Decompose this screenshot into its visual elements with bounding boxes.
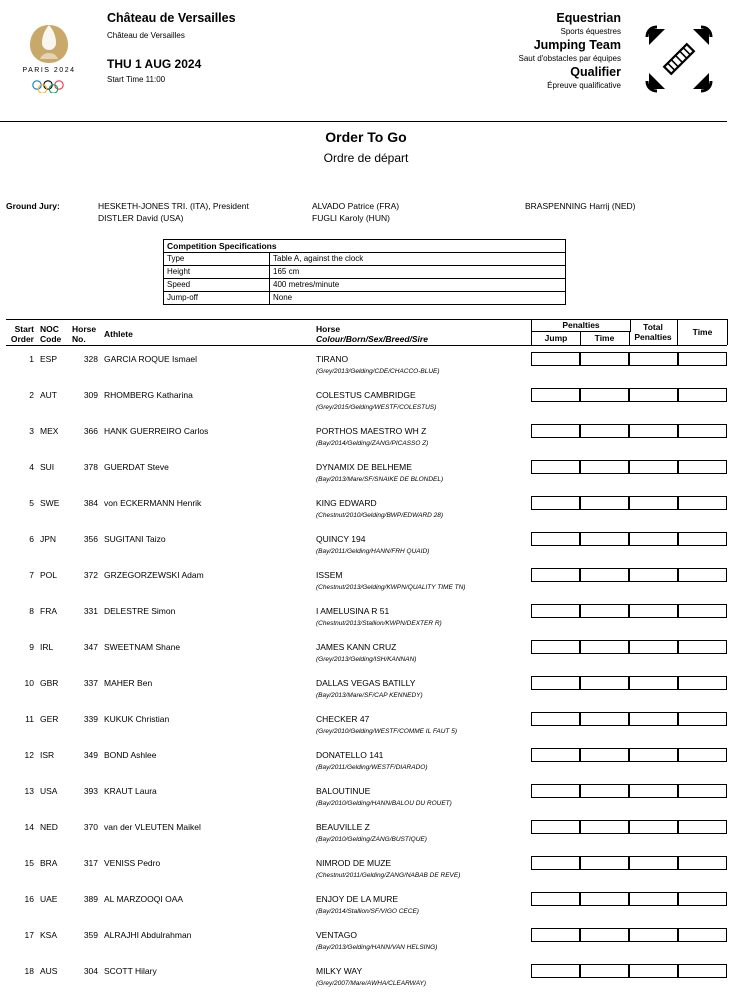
horse-name: PORTHOS MAESTRO WH Z <box>316 426 427 436</box>
total-penalties-box <box>629 568 678 582</box>
horse-name: ENJOY DE LA MURE <box>316 894 399 904</box>
time-penalties-box <box>580 676 629 690</box>
sport-name: Equestrian <box>556 11 621 25</box>
time-penalties-box <box>580 640 629 654</box>
time-box <box>678 748 727 762</box>
jump-penalties-box <box>531 748 580 762</box>
col-horse-label: Horse <box>316 324 341 334</box>
time-penalties-box <box>580 820 629 834</box>
penalties-header <box>531 319 727 345</box>
horse-name: BEAUVILLE Z <box>316 822 370 832</box>
jump-penalties-box <box>531 676 580 690</box>
horse-number: 384 <box>83 498 98 508</box>
event-name: Jumping Team <box>533 38 621 52</box>
equestrian-jumping-icon <box>643 23 715 95</box>
athlete-name: KUKUK Christian <box>104 714 170 724</box>
horse-details: (Chestnut/2010/Gelding/BWP/EDWARD 28) <box>316 512 444 519</box>
athlete-name: RHOMBERG Katharina <box>104 390 193 400</box>
horse-number: 356 <box>83 534 98 544</box>
athlete-name: HANK GUERREIRO Carlos <box>104 426 209 436</box>
time-box <box>678 388 727 402</box>
horse-details: (Bay/2013/Mare/SF/CAP KENNEDY) <box>316 692 423 699</box>
col-code-label: Code <box>40 334 62 344</box>
jump-penalties-box <box>531 388 580 402</box>
horse-number: 393 <box>83 786 98 796</box>
athlete-name: SUGITANI Taizo <box>104 534 166 544</box>
spec-header: Competition Specifications <box>164 240 566 253</box>
phase-name-fr: Épreuve qualificative <box>547 81 621 90</box>
paris-2024-logo <box>18 23 80 93</box>
col-horse-no-label-2: No. <box>72 334 86 344</box>
start-time: Start Time 11:00 <box>107 75 166 84</box>
athlete-name: GUERDAT Steve <box>104 462 169 472</box>
spec-row <box>164 292 566 305</box>
noc-code: SWE <box>40 498 60 508</box>
logo-text: PARIS 2024 <box>22 67 76 74</box>
spec-value: None <box>270 292 566 305</box>
col-noc-label: NOC <box>40 324 59 334</box>
total-penalties-box <box>629 820 678 834</box>
noc-code: GBR <box>40 678 59 688</box>
horse-details: (Bay/2014/Stallion/SF/VIGO CECE) <box>316 908 419 915</box>
total-penalties-box <box>629 676 678 690</box>
noc-code: AUS <box>40 966 58 976</box>
time-penalties-box <box>580 424 629 438</box>
jump-penalties-box <box>531 928 580 942</box>
competition-specifications-table <box>163 239 566 305</box>
jump-penalties-box <box>531 820 580 834</box>
horse-number: 328 <box>83 354 98 364</box>
time-box <box>678 964 727 978</box>
jump-penalties-box <box>531 712 580 726</box>
noc-code: IRL <box>40 642 54 652</box>
start-order: 2 <box>29 390 34 400</box>
time-penalties-box <box>580 460 629 474</box>
noc-code: JPN <box>40 534 57 544</box>
start-order: 15 <box>24 858 34 868</box>
horse-number: 347 <box>83 642 98 652</box>
sport-name-fr: Sports équestres <box>560 27 621 36</box>
athlete-name: ALRAJHI Abdulrahman <box>104 930 192 940</box>
start-order: 5 <box>29 498 34 508</box>
spec-label: Height <box>164 266 270 279</box>
horse-name: DALLAS VEGAS BATILLY <box>316 678 416 688</box>
venue-subtitle: Château de Versailles <box>107 31 185 40</box>
table-row <box>0 354 732 390</box>
athlete-name: KRAUT Laura <box>104 786 157 796</box>
jump-penalties-box <box>531 604 580 618</box>
table-row <box>0 894 732 930</box>
horse-name: DONATELLO 141 <box>316 750 384 760</box>
horse-number: 372 <box>83 570 98 580</box>
total-penalties-box <box>629 856 678 870</box>
horse-name: KING EDWARD <box>316 498 377 508</box>
time-penalties-box <box>580 712 629 726</box>
total-penalties-box <box>629 424 678 438</box>
total-penalties-box <box>629 640 678 654</box>
time-penalties-box <box>580 352 629 366</box>
horse-name: BALOUTINUE <box>316 786 371 796</box>
horse-number: 370 <box>83 822 98 832</box>
table-row <box>0 966 732 1002</box>
jury-label: Ground Jury: <box>6 201 60 211</box>
noc-code: MEX <box>40 426 59 436</box>
time-penalties-box <box>580 892 629 906</box>
jump-penalties-box <box>531 532 580 546</box>
event-date: THU 1 AUG 2024 <box>107 57 202 71</box>
spec-label: Jump-off <box>164 292 270 305</box>
jump-penalties-box <box>531 784 580 798</box>
time-box <box>678 892 727 906</box>
jump-penalties-box <box>531 964 580 978</box>
noc-code: BRA <box>40 858 58 868</box>
jury-member: DISTLER David (USA) <box>98 213 184 223</box>
time-penalties-box <box>580 568 629 582</box>
jump-penalties-box <box>531 568 580 582</box>
start-order: 4 <box>29 462 34 472</box>
time-penalties-box <box>580 928 629 942</box>
table-header-rule <box>6 345 727 346</box>
athlete-name: von ECKERMANN Henrik <box>104 498 202 508</box>
col-horse-details-label: Colour/Born/Sex/Breed/Sire <box>316 334 428 344</box>
time-box <box>678 568 727 582</box>
col-noc-code <box>40 324 61 344</box>
table-row <box>0 426 732 462</box>
horse-number: 331 <box>83 606 98 616</box>
start-order: 17 <box>24 930 34 940</box>
table-row <box>0 570 732 606</box>
spec-value: 400 metres/minute <box>270 279 566 292</box>
jump-penalties-box <box>531 496 580 510</box>
noc-code: POL <box>40 570 58 580</box>
table-row <box>0 930 732 966</box>
time-box <box>678 784 727 798</box>
col-order-label: Order <box>10 334 34 344</box>
spec-label: Speed <box>164 279 270 292</box>
horse-number: 339 <box>83 714 98 724</box>
time-penalties-box <box>580 388 629 402</box>
horse-number: 304 <box>83 966 98 976</box>
time-box <box>678 460 727 474</box>
noc-code: ESP <box>40 354 58 364</box>
time-box <box>678 352 727 366</box>
noc-code: KSA <box>40 930 58 940</box>
total-penalties-box <box>629 784 678 798</box>
horse-details: (Grey/2007/Mare/AWHA/CLEARWAY) <box>316 980 427 987</box>
table-row <box>0 858 732 894</box>
col-time: Time <box>678 319 728 345</box>
time-box <box>678 640 727 654</box>
time-penalties-box <box>580 748 629 762</box>
time-penalties-box <box>580 604 629 618</box>
jury-member: FUGLI Karoly (HUN) <box>312 213 390 223</box>
total-penalties-box <box>629 964 678 978</box>
noc-code: NED <box>40 822 58 832</box>
spec-row <box>164 279 566 292</box>
start-order: 12 <box>24 750 34 760</box>
table-row <box>0 498 732 534</box>
horse-details: (Chestnut/2011/Gelding/ZANG/NABAB DE REVE) <box>316 872 461 879</box>
table-row <box>0 750 732 786</box>
horse-details: (Bay/2010/Gelding/HANN/BALOU DU ROUET) <box>316 800 452 807</box>
horse-details: (Bay/2011/Gelding/HANN/FRH QUAID) <box>316 548 430 555</box>
athlete-name: GARCIA ROQUE Ismael <box>104 354 198 364</box>
horse-name: QUINCY 194 <box>316 534 366 544</box>
start-order: 6 <box>29 534 34 544</box>
col-horse-no-label-1: Horse <box>72 324 97 334</box>
horse-name: VENTAGO <box>316 930 357 940</box>
table-row <box>0 606 732 642</box>
noc-code: UAE <box>40 894 58 904</box>
col-penalties: Penalties <box>531 319 631 332</box>
horse-name: JAMES KANN CRUZ <box>316 642 397 652</box>
horse-details: (Bay/2014/Gelding/ZANG/PICASSO Z) <box>316 440 429 447</box>
header-divider <box>0 121 727 122</box>
horse-details: (Grey/2013/Gelding/CDE/CHACCO-BLUE) <box>316 368 440 375</box>
col-athlete: Athlete <box>104 329 133 339</box>
page-subtitle: Ordre de départ <box>323 151 409 165</box>
total-penalties-box <box>629 748 678 762</box>
col-jump: Jump <box>531 332 581 345</box>
spec-row <box>164 266 566 279</box>
horse-details: (Bay/2013/Mare/SF/SNAIKE DE BLONDEL) <box>316 476 444 483</box>
noc-code: GER <box>40 714 59 724</box>
athlete-name: VENISS Pedro <box>104 858 161 868</box>
horse-name: TIRANO <box>316 354 349 364</box>
athlete-name: GRZEGORZEWSKI Adam <box>104 570 204 580</box>
time-penalties-box <box>580 532 629 546</box>
table-row <box>0 534 732 570</box>
horse-name: ISSEM <box>316 570 343 580</box>
col-horse <box>316 324 428 344</box>
athlete-name: MAHER Ben <box>104 678 153 688</box>
noc-code: SUI <box>40 462 55 472</box>
time-box <box>678 424 727 438</box>
horse-details: (Grey/2010/Gelding/WESTF/COMME IL FAUT 5) <box>316 728 457 735</box>
table-row <box>0 678 732 714</box>
start-order: 13 <box>24 786 34 796</box>
athlete-name: DELESTRE Simon <box>104 606 176 616</box>
horse-name: COLESTUS CAMBRIDGE <box>316 390 416 400</box>
horse-name: DYNAMIX DE BELHEME <box>316 462 412 472</box>
table-row <box>0 822 732 858</box>
header-right <box>519 11 621 92</box>
time-box <box>678 820 727 834</box>
time-box <box>678 532 727 546</box>
total-penalties-box <box>629 460 678 474</box>
athlete-name: BOND Ashlee <box>104 750 157 760</box>
time-box <box>678 604 727 618</box>
start-order: 11 <box>25 714 34 724</box>
event-name-fr: Saut d'obstacles par équipes <box>518 54 621 63</box>
spec-row <box>164 253 566 266</box>
total-penalties-box <box>629 352 678 366</box>
total-penalties-box <box>629 388 678 402</box>
horse-details: (Chestnut/2013/Gelding/KWPN/QUALITY TIME TN) <box>316 584 466 591</box>
table-row <box>0 390 732 426</box>
horse-details: (Grey/2015/Gelding/WESTF/COLESTUS) <box>316 404 437 411</box>
horse-number: 337 <box>83 678 98 688</box>
time-penalties-box <box>580 964 629 978</box>
header-left <box>107 11 236 84</box>
table-row <box>0 462 732 498</box>
start-order: 14 <box>24 822 34 832</box>
horse-details: (Bay/2010/Gelding/ZANG/BUSTIQUE) <box>316 836 427 843</box>
athlete-name: van der VLEUTEN Maikel <box>104 822 201 832</box>
start-order: 7 <box>29 570 34 580</box>
total-penalties-box <box>629 496 678 510</box>
venue-name: Château de Versailles <box>107 11 236 25</box>
total-penalties-box <box>629 892 678 906</box>
jump-penalties-box <box>531 640 580 654</box>
col-horse-no <box>72 324 96 344</box>
horse-details: (Bay/2011/Gelding/WESTF/DIARADO) <box>316 764 428 771</box>
total-penalties-box <box>629 604 678 618</box>
noc-code: FRA <box>40 606 57 616</box>
jury-member: BRASPENNING Harrij (NED) <box>525 201 636 211</box>
time-box <box>678 712 727 726</box>
horse-number: 309 <box>83 390 98 400</box>
col-total-label-2: Penalties <box>634 332 672 342</box>
start-order: 16 <box>24 894 34 904</box>
jump-penalties-box <box>531 892 580 906</box>
horse-number: 317 <box>83 858 98 868</box>
start-order: 3 <box>29 426 34 436</box>
athlete-name: AL MARZOOQI OAA <box>104 894 184 904</box>
start-order: 18 <box>24 966 34 976</box>
table-row <box>0 714 732 750</box>
noc-code: USA <box>40 786 58 796</box>
horse-name: MILKY WAY <box>316 966 363 976</box>
time-penalties-box <box>580 784 629 798</box>
athlete-name: SCOTT Hilary <box>104 966 157 976</box>
page-title: Order To Go <box>325 129 407 145</box>
col-start-order <box>6 324 34 344</box>
time-penalties-box <box>580 856 629 870</box>
horse-name: I AMELUSINA R 51 <box>316 606 390 616</box>
horse-name: NIMROD DE MUZE <box>316 858 392 868</box>
noc-code: AUT <box>40 390 57 400</box>
horse-number: 366 <box>83 426 98 436</box>
col-start-label: Start <box>14 324 34 334</box>
horse-details: (Bay/2013/Gelding/HANN/VAN HELSING) <box>316 944 438 951</box>
athlete-name: SWEETNAM Shane <box>104 642 181 652</box>
total-penalties-box <box>629 928 678 942</box>
horse-number: 378 <box>83 462 98 472</box>
start-order: 1 <box>29 354 34 364</box>
horse-details: (Grey/2013/Gelding/ISH/KANNAN) <box>316 656 417 663</box>
time-box <box>678 676 727 690</box>
phase-name: Qualifier <box>570 65 621 79</box>
total-penalties-box <box>629 532 678 546</box>
horse-number: 359 <box>83 930 98 940</box>
start-order: 10 <box>24 678 34 688</box>
jump-penalties-box <box>531 352 580 366</box>
jump-penalties-box <box>531 424 580 438</box>
time-box <box>678 496 727 510</box>
col-pen-time: Time <box>580 332 630 345</box>
time-box <box>678 928 727 942</box>
horse-details: (Chestnut/2013/Stallion/KWPN/DEXTER R) <box>316 620 442 627</box>
col-total-label-1: Total <box>643 322 663 332</box>
horse-number: 389 <box>83 894 98 904</box>
start-order: 8 <box>29 606 34 616</box>
jury-member: ALVADO Patrice (FRA) <box>312 201 400 211</box>
spec-value: 165 cm <box>270 266 566 279</box>
table-row <box>0 642 732 678</box>
start-order: 9 <box>29 642 34 652</box>
col-total-penalties <box>629 319 678 345</box>
time-penalties-box <box>580 496 629 510</box>
time-box <box>678 856 727 870</box>
jury-member: HESKETH-JONES TRI. (ITA), President <box>98 201 249 211</box>
jump-penalties-box <box>531 856 580 870</box>
jump-penalties-box <box>531 460 580 474</box>
noc-code: ISR <box>40 750 55 760</box>
table-row <box>0 786 732 822</box>
total-penalties-box <box>629 712 678 726</box>
horse-name: CHECKER 47 <box>316 714 370 724</box>
horse-number: 349 <box>83 750 98 760</box>
spec-value: Table A, against the clock <box>270 253 566 266</box>
spec-label: Type <box>164 253 270 266</box>
